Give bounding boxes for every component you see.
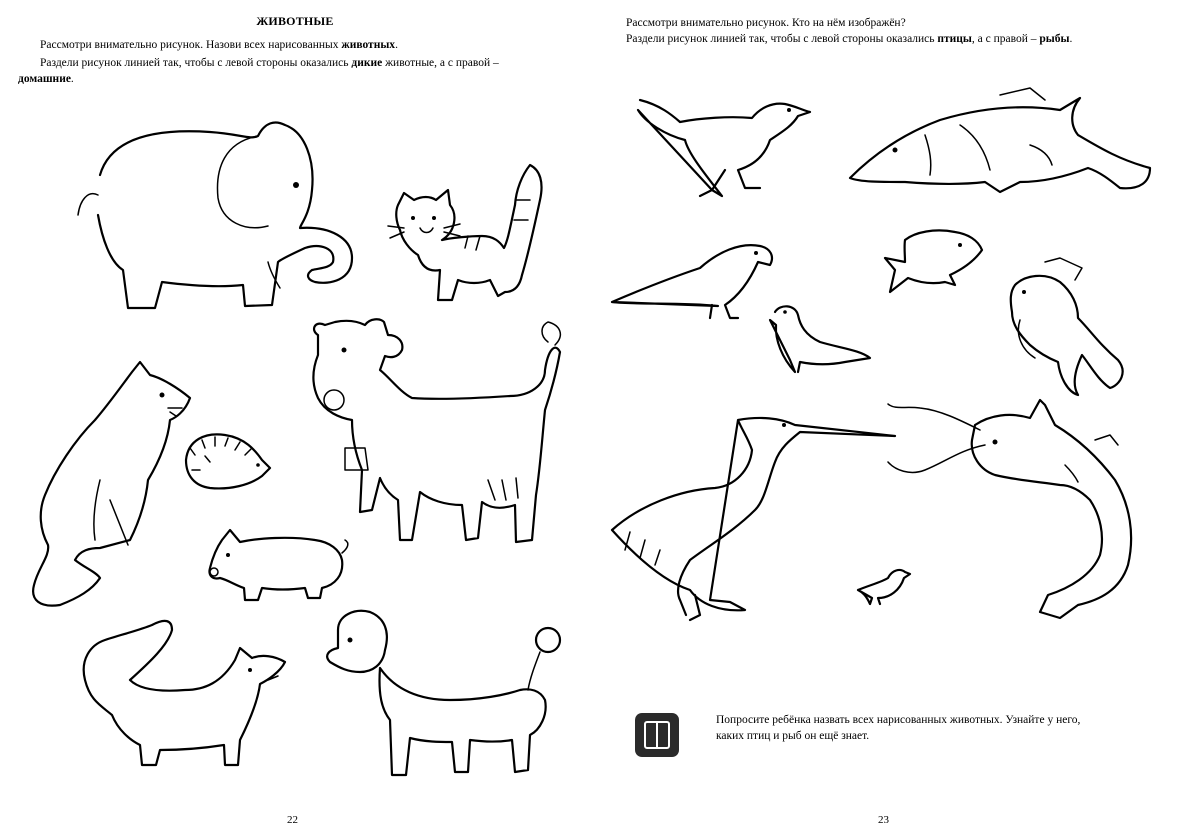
pigeon-illustration	[612, 245, 772, 318]
poodle-illustration	[327, 611, 560, 775]
fox-illustration	[84, 621, 285, 765]
cow-illustration	[314, 319, 561, 542]
elephant-illustration	[78, 123, 352, 308]
instruction-line-2: Раздели рисунок линией так, чтобы с левой стороны оказались птицы, а с правой – рыбы.	[626, 33, 1073, 45]
page-title: ЖИВОТНЫЕ	[256, 14, 334, 28]
wolf-illustration	[33, 362, 190, 606]
hedgehog-illustration	[186, 434, 270, 488]
hint-line-2: каких птиц и рыб он ещё знает.	[716, 730, 870, 742]
instruction-line-3: домашние.	[18, 73, 74, 85]
fish-illustration	[885, 230, 982, 292]
instruction-line-1: Рассмотри внимательно рисунок. Назови всех нарисованных животных.	[40, 39, 398, 51]
instruction-line-1: Рассмотри внимательно рисунок. Кто на нём изображён?	[626, 17, 906, 29]
heron-illustration	[612, 418, 895, 620]
goldfish-illustration	[1011, 258, 1123, 395]
small-bird-illustration	[858, 570, 910, 604]
cat-illustration	[388, 165, 542, 300]
pig-illustration	[209, 530, 347, 600]
instruction-line-2: Раздели рисунок линией так, чтобы с левой стороны оказались дикие животные, а с правой –	[40, 57, 499, 69]
hint-line-1: Попросите ребёнка назвать всех нарисованных животных. Узнайте у него,	[716, 714, 1081, 726]
page-number-right: 23	[878, 814, 889, 826]
catfish-illustration	[888, 400, 1131, 618]
crow-illustration	[638, 100, 810, 196]
page-number-left: 22	[287, 814, 298, 826]
pike-illustration	[850, 88, 1150, 192]
dove-illustration	[770, 306, 870, 372]
